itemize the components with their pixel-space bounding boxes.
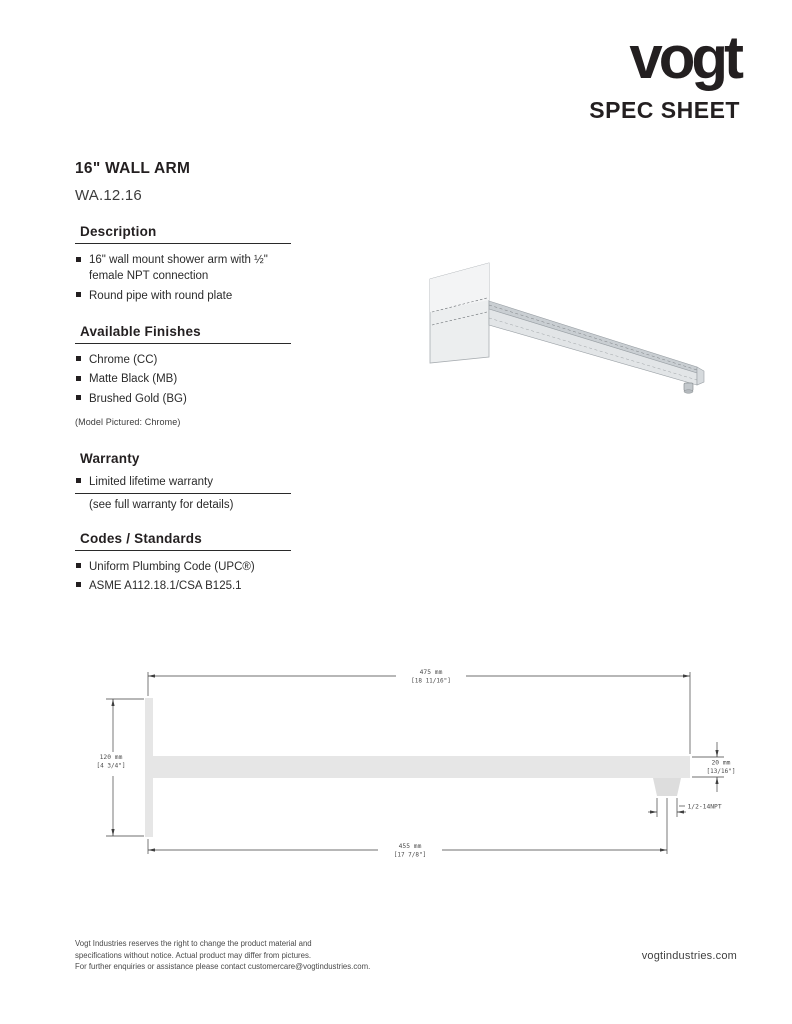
description-bullet-1: 16" wall mount shower arm with ½" female NPT connection: [89, 254, 268, 283]
list-item: [75, 497, 291, 513]
section-rule: [75, 343, 291, 344]
render-arm-end-cap: [697, 367, 704, 385]
list-item: [75, 288, 291, 304]
dim-overall-length-mm: 475 mm: [419, 669, 443, 676]
list-item: [75, 252, 291, 285]
list-item: [75, 578, 291, 594]
footer-line-2: specifications without notice. Actual product may differ from pictures.: [75, 950, 312, 960]
section-rule: [75, 550, 291, 551]
dim-arm-thickness-mm: 20 mm: [711, 759, 731, 767]
technical-drawing: [80, 658, 740, 868]
section-heading-codes: Codes / Standards: [80, 530, 202, 546]
section-heading-finishes: Available Finishes: [80, 323, 201, 339]
dim-wall-to-outlet-in: [17 7/8"]: [393, 851, 427, 859]
section-heading-description: Description: [80, 224, 157, 239]
vogt-logo: vogt: [629, 24, 740, 91]
section-warranty: [75, 451, 291, 514]
description-list: [75, 252, 291, 304]
description-bullet-2: Round pipe with round plate: [89, 289, 233, 302]
footer-line-3: For further enquiries or assistance please contact customercare@vogtindustries.com.: [75, 962, 371, 972]
dim-arm-thickness-in: [13/16"]: [706, 768, 736, 775]
finish-matte-black: Matte Black (MB): [89, 373, 178, 386]
product-title: 16" WALL ARM: [75, 160, 191, 177]
code-upc: Uniform Plumbing Code (UPC®): [89, 560, 255, 573]
section-finishes: [75, 324, 291, 427]
footer-line-1: Vogt Industries reserves the right to change the product material and: [75, 939, 312, 948]
dim-wall-to-outlet-mm: 455 mm: [398, 843, 422, 850]
drawing-outlet: [653, 778, 681, 796]
list-item: [75, 474, 291, 494]
drawing-arm: [153, 756, 690, 778]
dim-plate-height-mm: 120 mm: [99, 754, 123, 761]
sheet-type-label: SPEC SHEET: [589, 97, 740, 123]
footer-legal-text: [75, 938, 370, 973]
list-item: [75, 559, 291, 575]
dim-overall-length-in: [18 11/16"]: [411, 677, 451, 685]
footer-website: vogtindustries.com: [641, 950, 737, 962]
product-render-image: [425, 252, 715, 402]
dim-plate-height-in: [4 3/4"]: [96, 762, 126, 770]
list-item: [75, 352, 291, 368]
dim-connection-thread: 1/2-14NPT: [687, 803, 722, 811]
model-pictured-note: (Model Pictured: Chrome): [75, 416, 181, 427]
list-item: [75, 391, 291, 407]
warranty-list: [75, 474, 291, 514]
codes-list: [75, 559, 291, 595]
section-rule: [75, 243, 291, 244]
drawing-wall-plate: [145, 698, 153, 837]
code-asme: ASME A112.18.1/CSA B125.1: [89, 579, 242, 592]
finishes-list: [75, 352, 291, 407]
header: [589, 24, 740, 124]
section-codes: [75, 531, 291, 595]
render-outlet-nub-end: [684, 390, 693, 394]
section-heading-warranty: Warranty: [80, 450, 140, 466]
render-arm-top-face: [489, 301, 697, 373]
product-info-column: [75, 160, 291, 597]
warranty-bullet: Limited lifetime warranty: [89, 475, 213, 488]
finish-chrome: Chrome (CC): [89, 353, 158, 366]
finish-brushed-gold: Brushed Gold (BG): [89, 392, 187, 405]
warranty-subtext: (see full warranty for details): [89, 499, 234, 512]
product-model: WA.12.16: [75, 187, 142, 204]
list-item: [75, 371, 291, 387]
section-description: [75, 224, 291, 304]
render-arm-front-face: [489, 309, 697, 385]
